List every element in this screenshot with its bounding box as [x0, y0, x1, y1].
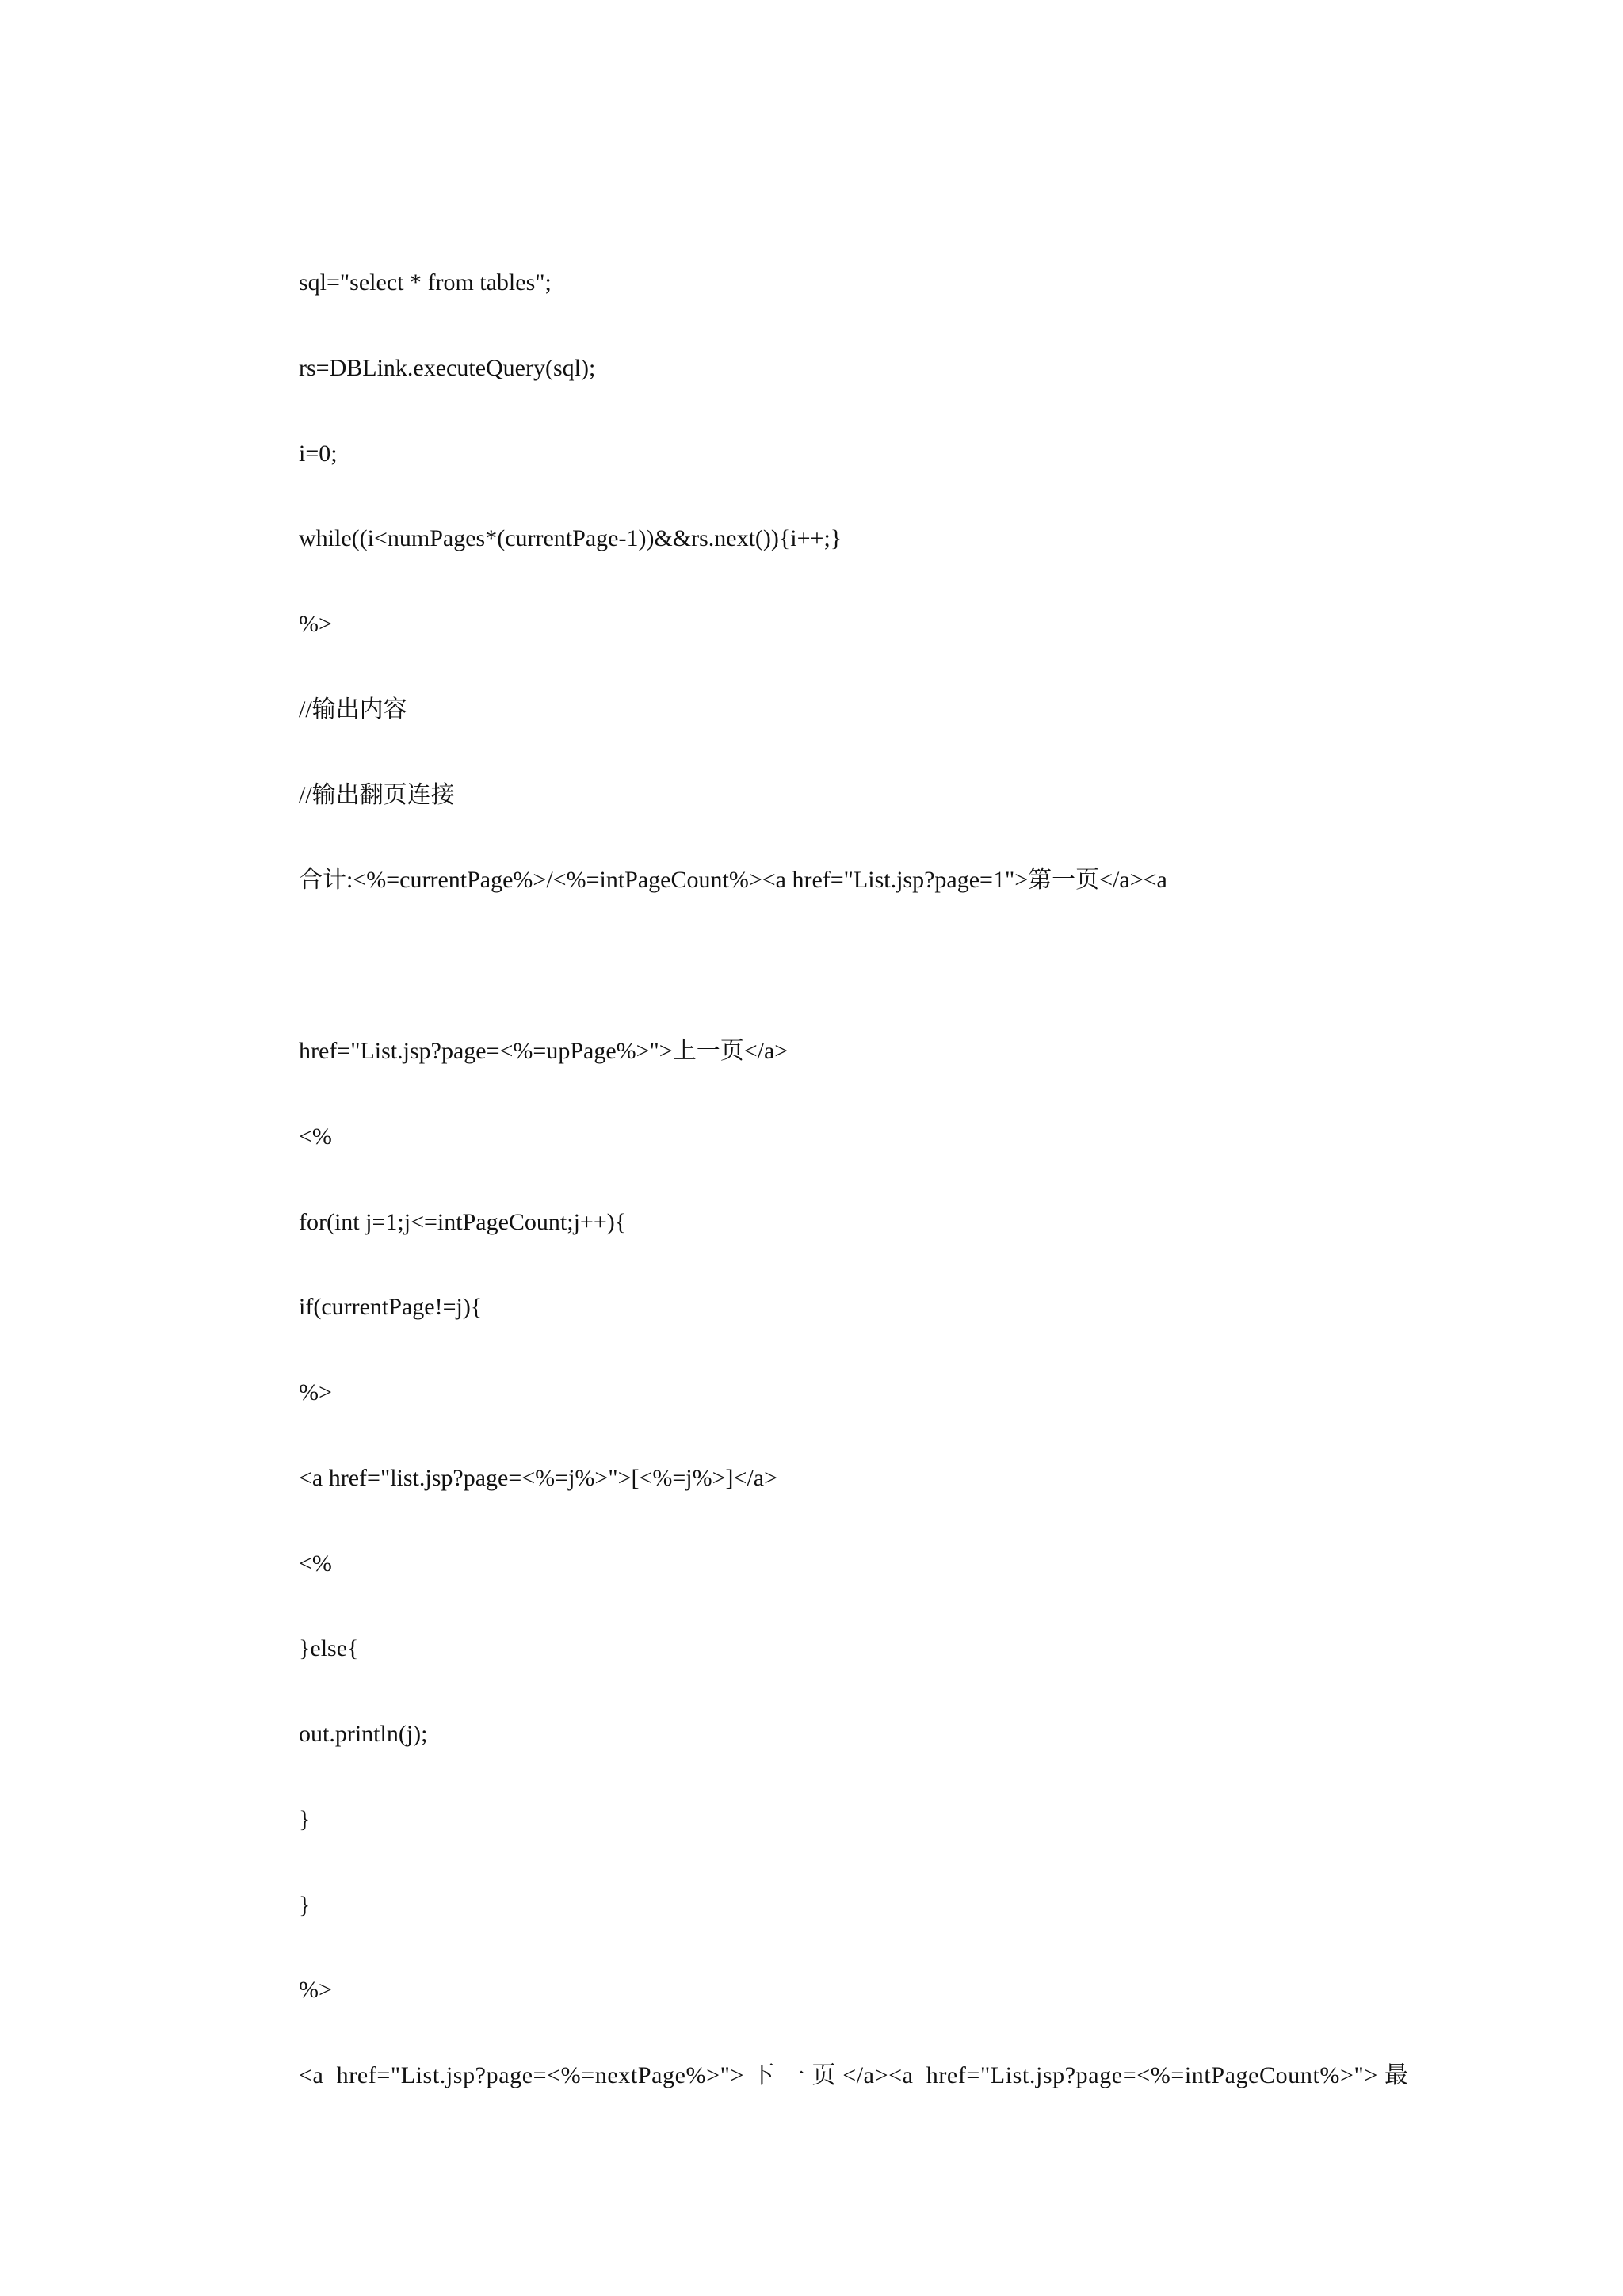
code-line-else: }else{: [299, 1635, 359, 1661]
code-line-prev-link: href="List.jsp?page=<%=upPage%>">上一页</a>: [299, 1038, 789, 1064]
code-line-open-tag-2: <%: [299, 1550, 332, 1577]
code-line-while: while((i<numPages*(currentPage-1))&&rs.next()){i++;}: [299, 525, 842, 551]
code-line-close-tag-1: %>: [299, 611, 332, 637]
code-comment-output-links: //输出翻页连接: [299, 782, 455, 808]
code-line-close-tag-3: %>: [299, 1977, 332, 2003]
code-line-next-last-links: <a href="List.jsp?page=<%=nextPage%>"> 下 一 页 </a><a href="List.jsp?page=<%=intPageCount%>"> 最: [299, 2062, 1409, 2088]
code-line-for: for(int j=1;j<=intPageCount;j++){: [299, 1209, 627, 1235]
code-line-close-tag-2: %>: [299, 1379, 332, 1405]
code-line-if: if(currentPage!=j){: [299, 1294, 483, 1320]
code-line-sql: sql="select * from tables";: [299, 269, 552, 296]
code-comment-output-content: //输出内容: [299, 696, 407, 723]
code-line-open-tag-1: <%: [299, 1123, 332, 1150]
code-line-println: out.println(j);: [299, 1721, 428, 1747]
code-line-page-link: <a href="list.jsp?page=<%=j%>">[<%=j%>]</a>: [299, 1465, 778, 1491]
code-line-close-brace-2: }: [299, 1892, 311, 1918]
code-line-rs: rs=DBLink.executeQuery(sql);: [299, 355, 596, 381]
code-line-i-init: i=0;: [299, 441, 338, 467]
code-line-close-brace-1: }: [299, 1806, 311, 1833]
code-line-total: 合计:<%=currentPage%>/<%=intPageCount%><a href="List.jsp?page=1">第一页</a><a: [299, 867, 1167, 893]
